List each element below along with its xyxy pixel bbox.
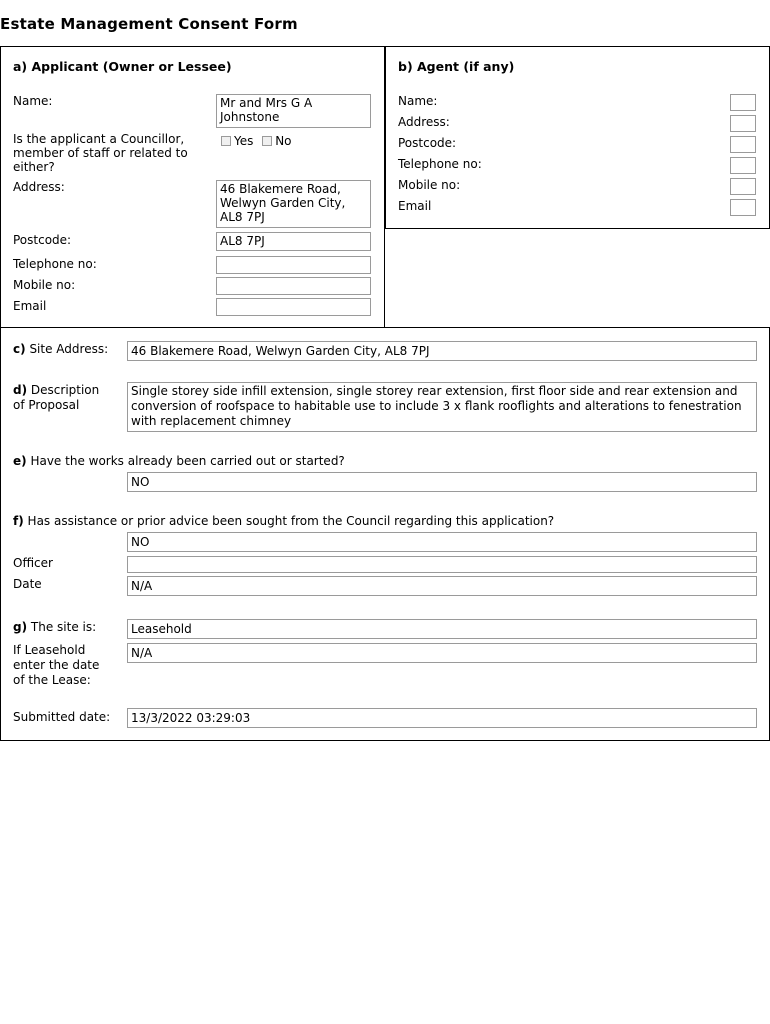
lease-label-line2: enter the date: [13, 658, 100, 672]
yes-label: Yes: [234, 134, 254, 148]
works-letter: e): [13, 454, 27, 468]
description-letter: d): [13, 383, 28, 397]
date-label: Date: [13, 577, 42, 591]
applicant-mobile-label: Mobile no:: [13, 278, 76, 292]
agent-telephone-label: Telephone no:: [398, 157, 482, 171]
applicant-address-label: Address:: [13, 180, 65, 194]
site-address-letter: c): [13, 342, 26, 356]
submitted-date-label: Submitted date:: [13, 710, 111, 724]
site-is-label: [13, 620, 96, 634]
applicant-telephone-label: Telephone no:: [13, 257, 97, 271]
agent-heading: b) Agent (if any): [398, 59, 515, 74]
applicant-postcode-field[interactable]: AL8 7PJ: [216, 232, 371, 251]
form-title: Estate Management Consent Form: [0, 15, 298, 33]
agent-address-field[interactable]: [730, 115, 756, 132]
yes-checkbox[interactable]: [221, 136, 231, 146]
agent-email-label: Email: [398, 199, 432, 213]
officer-label: Officer: [13, 556, 53, 570]
description-label: [13, 383, 99, 412]
site-address-label: [13, 342, 108, 356]
assistance-question: [13, 514, 554, 528]
site-is-text: The site is:: [30, 620, 97, 634]
agent-address-label: Address:: [398, 115, 450, 129]
no-checkbox[interactable]: [262, 136, 272, 146]
applicant-heading: a) Applicant (Owner or Lessee): [13, 59, 232, 74]
agent-mobile-label: Mobile no:: [398, 178, 461, 192]
description-label-line1: Description: [30, 383, 100, 397]
officer-field[interactable]: [127, 556, 757, 573]
agent-name-label: Name:: [398, 94, 438, 108]
description-label-line2: of Proposal: [13, 398, 80, 412]
agent-postcode-label: Postcode:: [398, 136, 457, 150]
agent-mobile-field[interactable]: [730, 178, 756, 195]
assistance-letter: f): [13, 514, 24, 528]
agent-postcode-field[interactable]: [730, 136, 756, 153]
applicant-name-label: Name:: [13, 94, 53, 108]
assistance-question-text: Has assistance or prior advice been sought from the Council regarding this application?: [27, 514, 555, 528]
agent-name-field[interactable]: [730, 94, 756, 111]
lease-date-field[interactable]: N/A: [127, 643, 757, 663]
description-field[interactable]: Single storey side infill extension, single storey rear extension, first floor side and rear extension and conversion of roofspace to habitable use to include 3 x flank rooflights and alterations to fenestration with replacement chimney: [127, 382, 757, 432]
submitted-date-field[interactable]: 13/3/2022 03:29:03: [127, 708, 757, 728]
site-address-text: Site Address:: [29, 342, 109, 356]
works-question-text: Have the works already been carried out or started?: [30, 454, 345, 468]
applicant-telephone-field[interactable]: [216, 256, 371, 274]
works-field[interactable]: NO: [127, 472, 757, 492]
lease-label-line1: If Leasehold: [13, 643, 86, 657]
lease-label-line3: of the Lease:: [13, 673, 91, 687]
date-field[interactable]: N/A: [127, 576, 757, 596]
site-is-field[interactable]: Leasehold: [127, 619, 757, 639]
site-is-letter: g): [13, 620, 28, 634]
councillor-question: Is the applicant a Councillor, member of staff or related to either?: [13, 132, 188, 174]
applicant-mobile-field[interactable]: [216, 277, 371, 295]
agent-email-field[interactable]: [730, 199, 756, 216]
no-label: No: [275, 134, 292, 148]
works-question: [13, 454, 345, 468]
site-address-field[interactable]: 46 Blakemere Road, Welwyn Garden City, AL8 7PJ: [127, 341, 757, 361]
assistance-field[interactable]: NO: [127, 532, 757, 552]
applicant-address-field[interactable]: 46 Blakemere Road, Welwyn Garden City, AL8 7PJ: [216, 180, 371, 228]
applicant-postcode-label: Postcode:: [13, 233, 72, 247]
applicant-email-label: Email: [13, 299, 47, 313]
councillor-options: [221, 134, 292, 148]
lease-date-label: [13, 643, 99, 688]
agent-telephone-field[interactable]: [730, 157, 756, 174]
applicant-name-field[interactable]: Mr and Mrs G A Johnstone: [216, 94, 371, 128]
applicant-email-field[interactable]: [216, 298, 371, 316]
